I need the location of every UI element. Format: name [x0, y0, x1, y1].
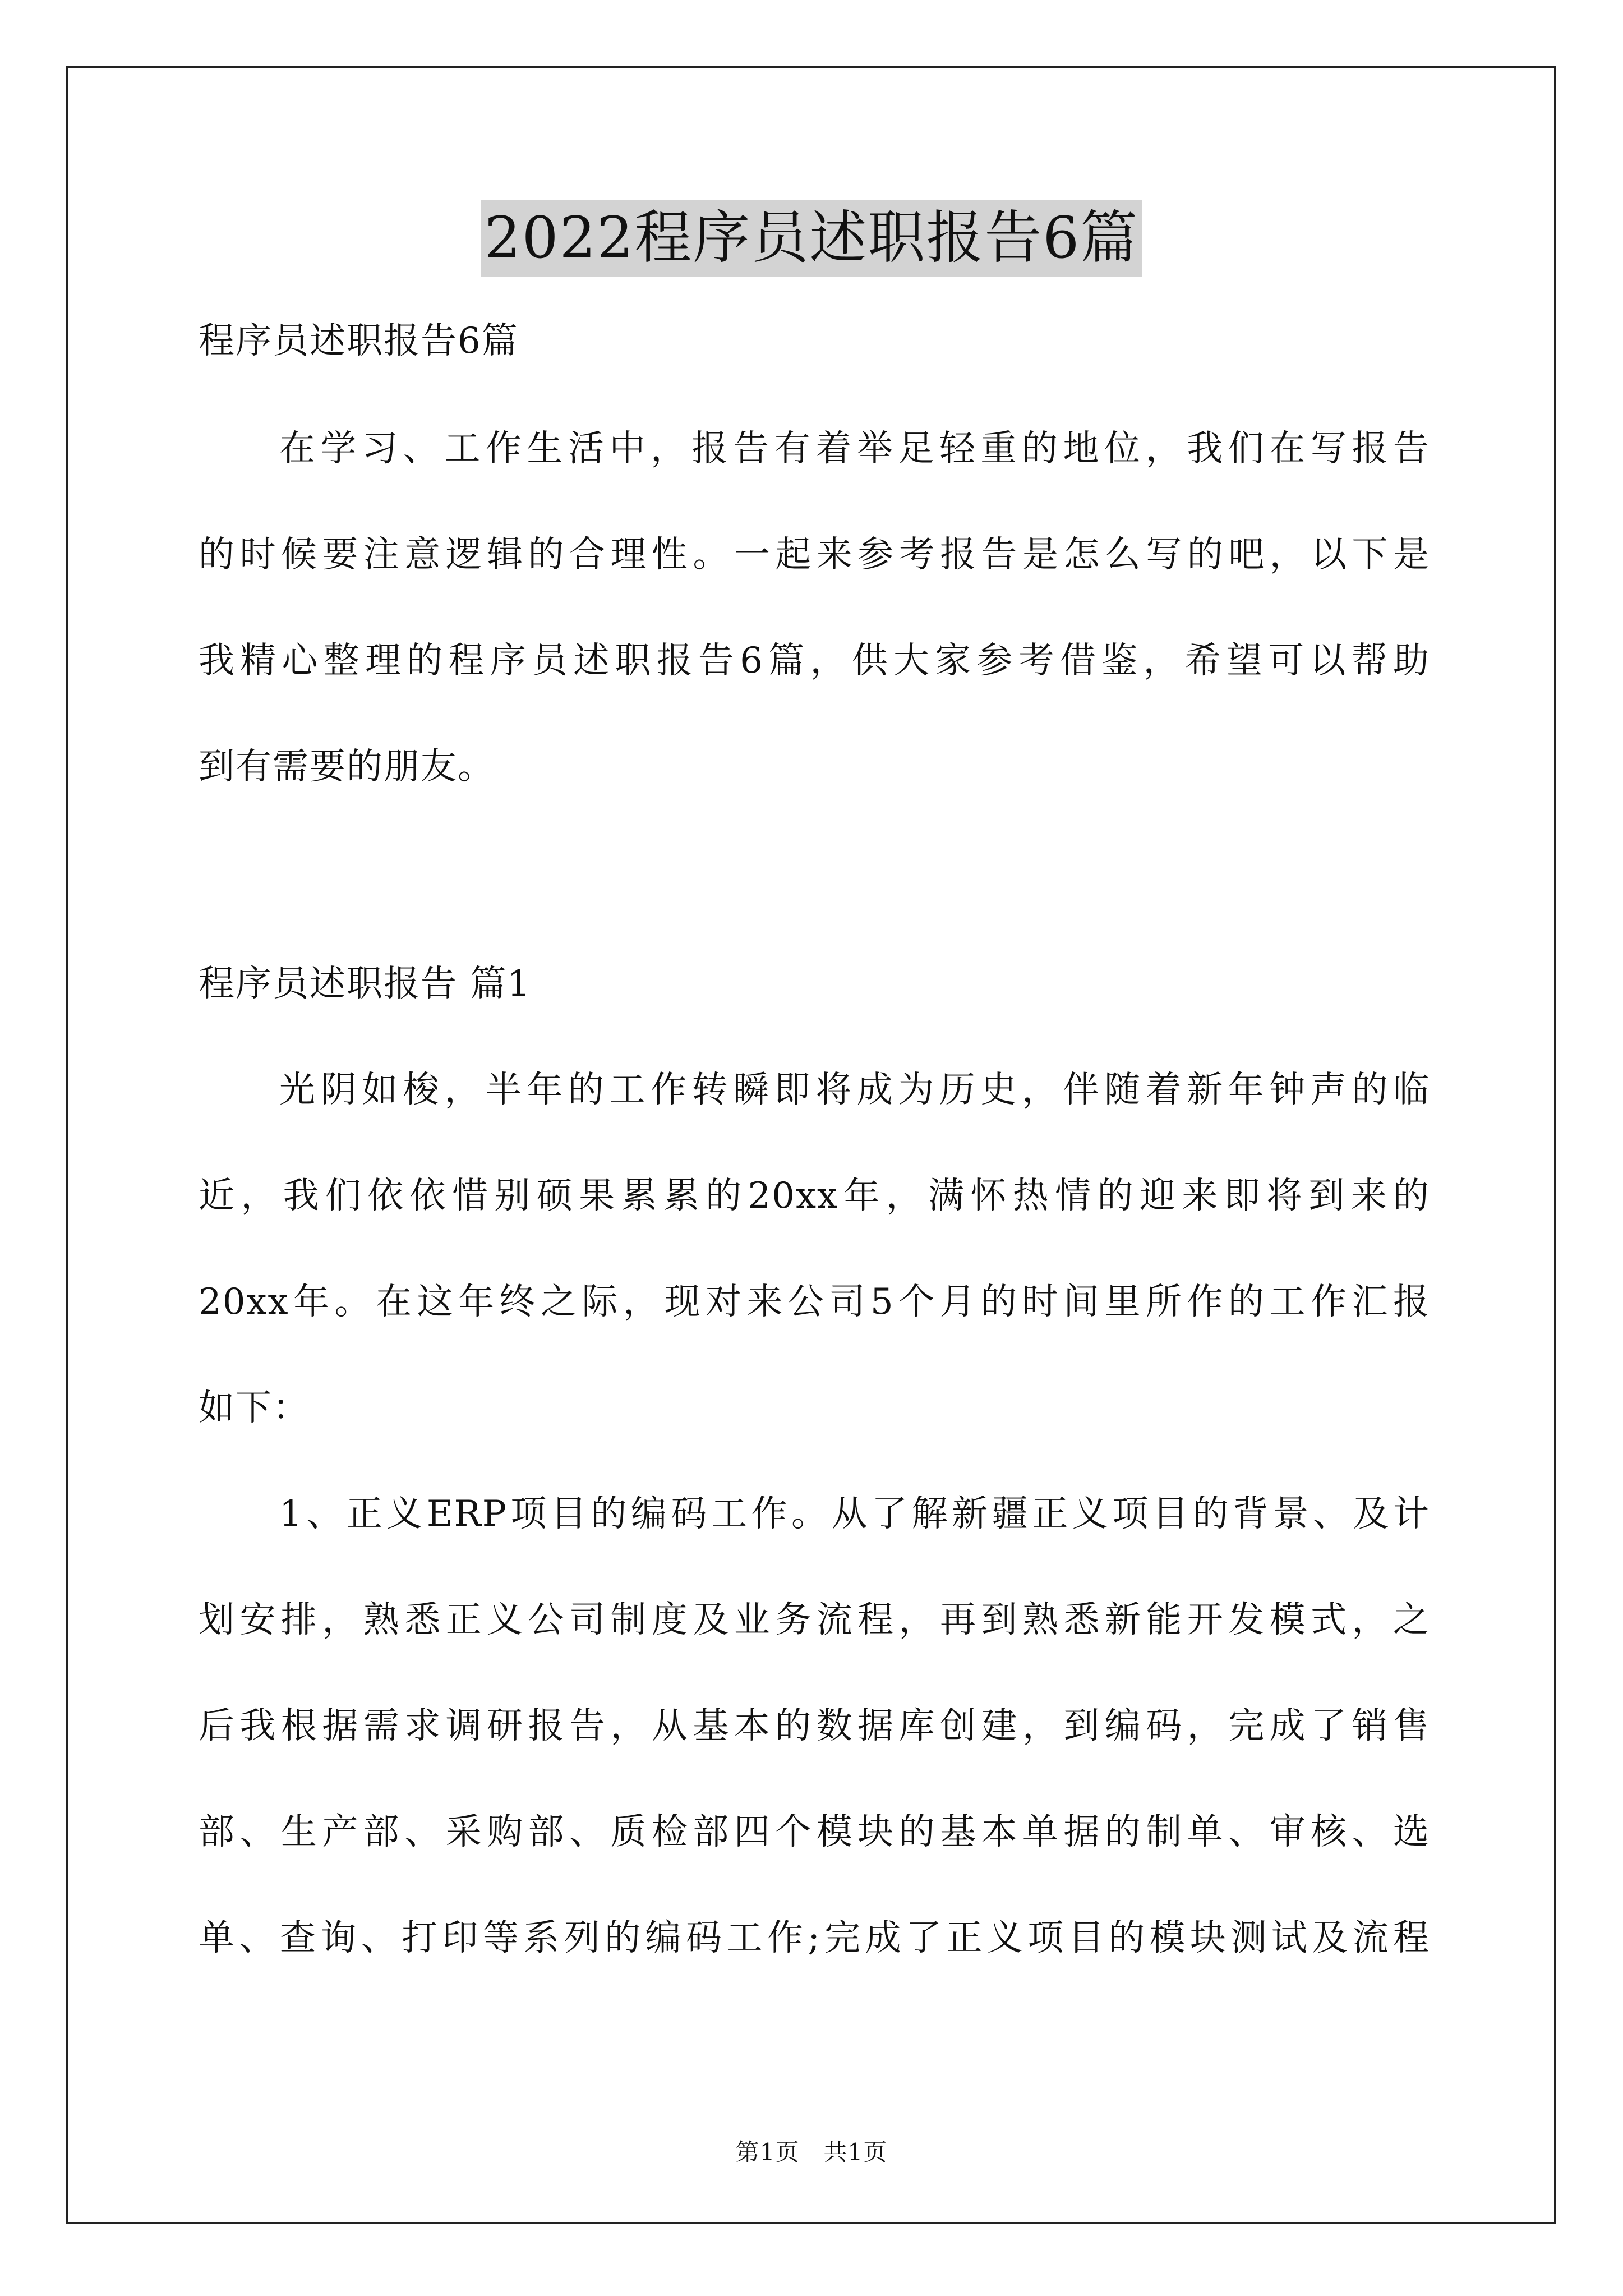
para2-line-4: 部、生产部、采购部、质检部四个模块的基本单据的制单、审核、选	[199, 1811, 1430, 1853]
intro-line-1: 在学习、工作生活中，报告有着举足轻重的地位，我们在写报告	[279, 428, 1430, 470]
para1-line-4: 如下：	[199, 1387, 310, 1429]
document-title: 2022程序员述职报告6篇	[481, 200, 1142, 277]
intro-line-3: 我精心整理的程序员述职报告6篇，供大家参考借鉴，希望可以帮助	[199, 640, 1430, 682]
intro-line-4: 到有需要的朋友。	[199, 746, 495, 788]
intro-line-2: 的时候要注意逻辑的合理性。一起来参考报告是怎么写的吧，以下是	[199, 534, 1430, 576]
para2-line-5: 单、查询、打印等系列的编码工作;完成了正义项目的模块测试及流程	[199, 1917, 1430, 1959]
para2-line-1: 1、正义ERP项目的编码工作。从了解新疆正义项目的背景、及计	[279, 1493, 1430, 1535]
para1-line-2: 近，我们依依惜别硕果累累的20xx年，满怀热情的迎来即将到来的	[199, 1175, 1430, 1217]
para1-line-1: 光阴如梭，半年的工作转瞬即将成为历史，伴随着新年钟声的临	[279, 1069, 1430, 1111]
para2-line-2: 划安排，熟悉正义公司制度及业务流程，再到熟悉新能开发模式，之	[199, 1599, 1430, 1641]
page-footer: 第1页 共1页	[735, 2138, 888, 2166]
para2-line-3: 后我根据需求调研报告，从基本的数据库创建，到编码，完成了销售	[199, 1705, 1430, 1747]
section-heading: 程序员述职报告 篇1	[199, 963, 532, 1005]
para1-line-3: 20xx年。在这年终之际，现对来公司5个月的时间里所作的工作汇报	[199, 1281, 1430, 1323]
title-wrap	[0, 200, 1623, 277]
subtitle: 程序员述职报告6篇	[199, 320, 519, 362]
document-body	[199, 314, 1430, 1966]
